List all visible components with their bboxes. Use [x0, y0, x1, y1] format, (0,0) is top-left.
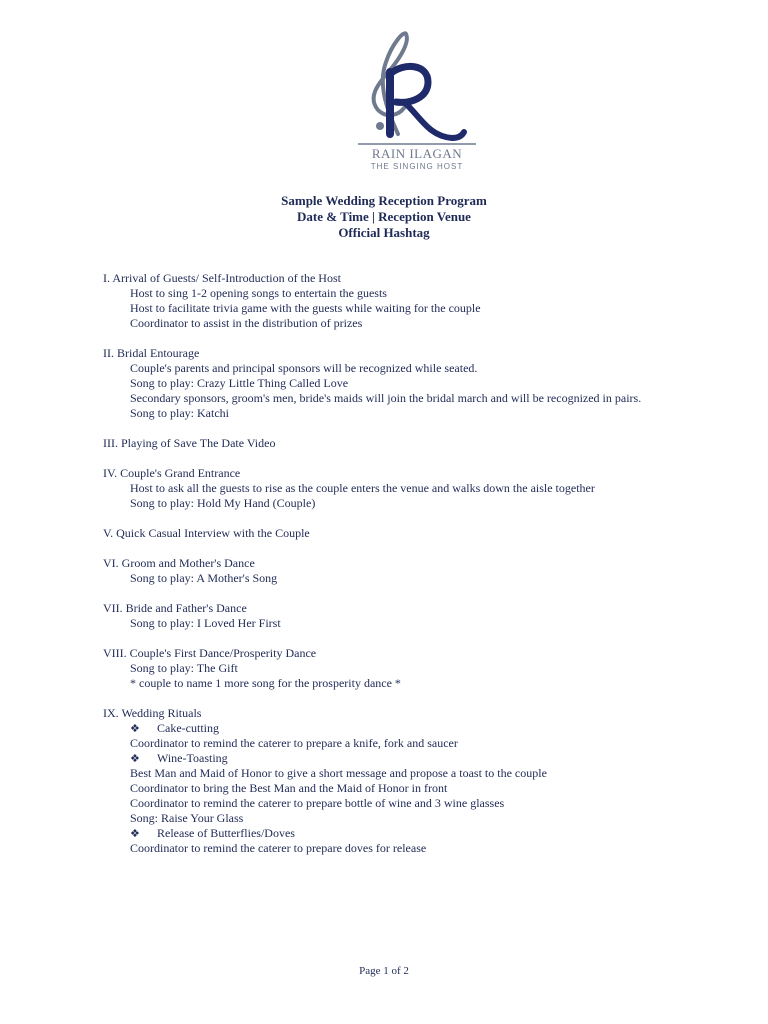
section-item: Coordinator to assist in the distribution of prizes — [130, 316, 363, 330]
logo-tagline: THE SINGING HOST — [370, 162, 464, 171]
ritual-item: Coordinator to remind the caterer to prepare bottle of wine and 3 wine glasses — [130, 796, 505, 810]
ritual-item: Song: Raise Your Glass — [130, 811, 244, 825]
ritual-item: Coordinator to bring the Best Man and the Maid of Honor in front — [130, 781, 448, 795]
section-item: * couple to name 1 more song for the prosperity dance * — [130, 676, 401, 690]
section-item: Host to ask all the guests to rise as the couple enters the venue and walks down the aisle together — [130, 481, 595, 495]
section-item: Song to play: Katchi — [130, 406, 229, 420]
ritual-item: Best Man and Maid of Honor to give a short message and propose a toast to the couple — [130, 766, 547, 780]
ritual-title: Wine-Toasting — [157, 751, 228, 765]
section-item: Song to play: Crazy Little Thing Called Love — [130, 376, 349, 390]
page-number: Page 1 of 2 — [359, 965, 409, 977]
ritual-title-row — [103, 721, 743, 736]
document-header — [0, 193, 768, 241]
date-venue-line: Date & Time | Reception Venue — [297, 209, 471, 224]
section-item: Host to sing 1-2 opening songs to entertain the guests — [130, 286, 387, 300]
section-item: Host to facilitate trivia game with the guests while waiting for the couple — [130, 301, 481, 315]
ritual-title: Release of Butterflies/Doves — [157, 826, 295, 840]
treble-clef-r-icon — [356, 24, 478, 172]
section-gap — [103, 541, 743, 556]
section-item: Song to play: Hold My Hand (Couple) — [130, 496, 316, 510]
section-gap — [103, 331, 743, 346]
diamond-bullet-icon: ❖ — [130, 722, 140, 735]
section-gap — [103, 631, 743, 646]
section-item: Song to play: I Loved Her First — [130, 616, 281, 630]
section-heading: VII. Bride and Father's Dance — [103, 601, 247, 615]
diamond-bullet-icon: ❖ — [130, 752, 140, 765]
program-list — [103, 271, 743, 856]
section-heading: III. Playing of Save The Date Video — [103, 436, 276, 450]
section-item: Song to play: A Mother's Song — [130, 571, 278, 585]
section-gap — [103, 586, 743, 601]
section-heading: I. Arrival of Guests/ Self-Introduction of the Host — [103, 271, 341, 285]
section-heading: V. Quick Casual Interview with the Couple — [103, 526, 310, 540]
hashtag-line: Official Hashtag — [338, 225, 430, 240]
ritual-item: Coordinator to remind the caterer to prepare a knife, fork and saucer — [130, 736, 458, 750]
section-item: Song to play: The Gift — [130, 661, 238, 675]
section-item: Couple's parents and principal sponsors will be recognized while seated. — [130, 361, 478, 375]
section-heading: VI. Groom and Mother's Dance — [103, 556, 255, 570]
ritual-title-row — [103, 826, 743, 841]
section-gap — [103, 451, 743, 466]
ritual-title-row — [103, 751, 743, 766]
section-item: Secondary sponsors, groom's men, bride's maids will join the bridal march and will be recognized in pairs. — [130, 391, 642, 405]
rain-ilagan-logo — [356, 24, 478, 172]
diamond-bullet-icon: ❖ — [130, 827, 140, 840]
logo-name: RAIN ILAGAN — [371, 146, 463, 161]
section-heading: IX. Wedding Rituals — [103, 706, 202, 720]
document-title: Sample Wedding Reception Program — [281, 193, 487, 208]
section-heading: VIII. Couple's First Dance/Prosperity Dance — [103, 646, 317, 660]
section-heading: II. Bridal Entourage — [103, 346, 200, 360]
section-gap — [103, 421, 743, 436]
ritual-title: Cake-cutting — [157, 721, 219, 735]
section-gap — [103, 691, 743, 706]
section-gap — [103, 511, 743, 526]
ritual-item: Coordinator to remind the caterer to prepare doves for release — [130, 841, 427, 855]
section-heading: IV. Couple's Grand Entrance — [103, 466, 241, 480]
